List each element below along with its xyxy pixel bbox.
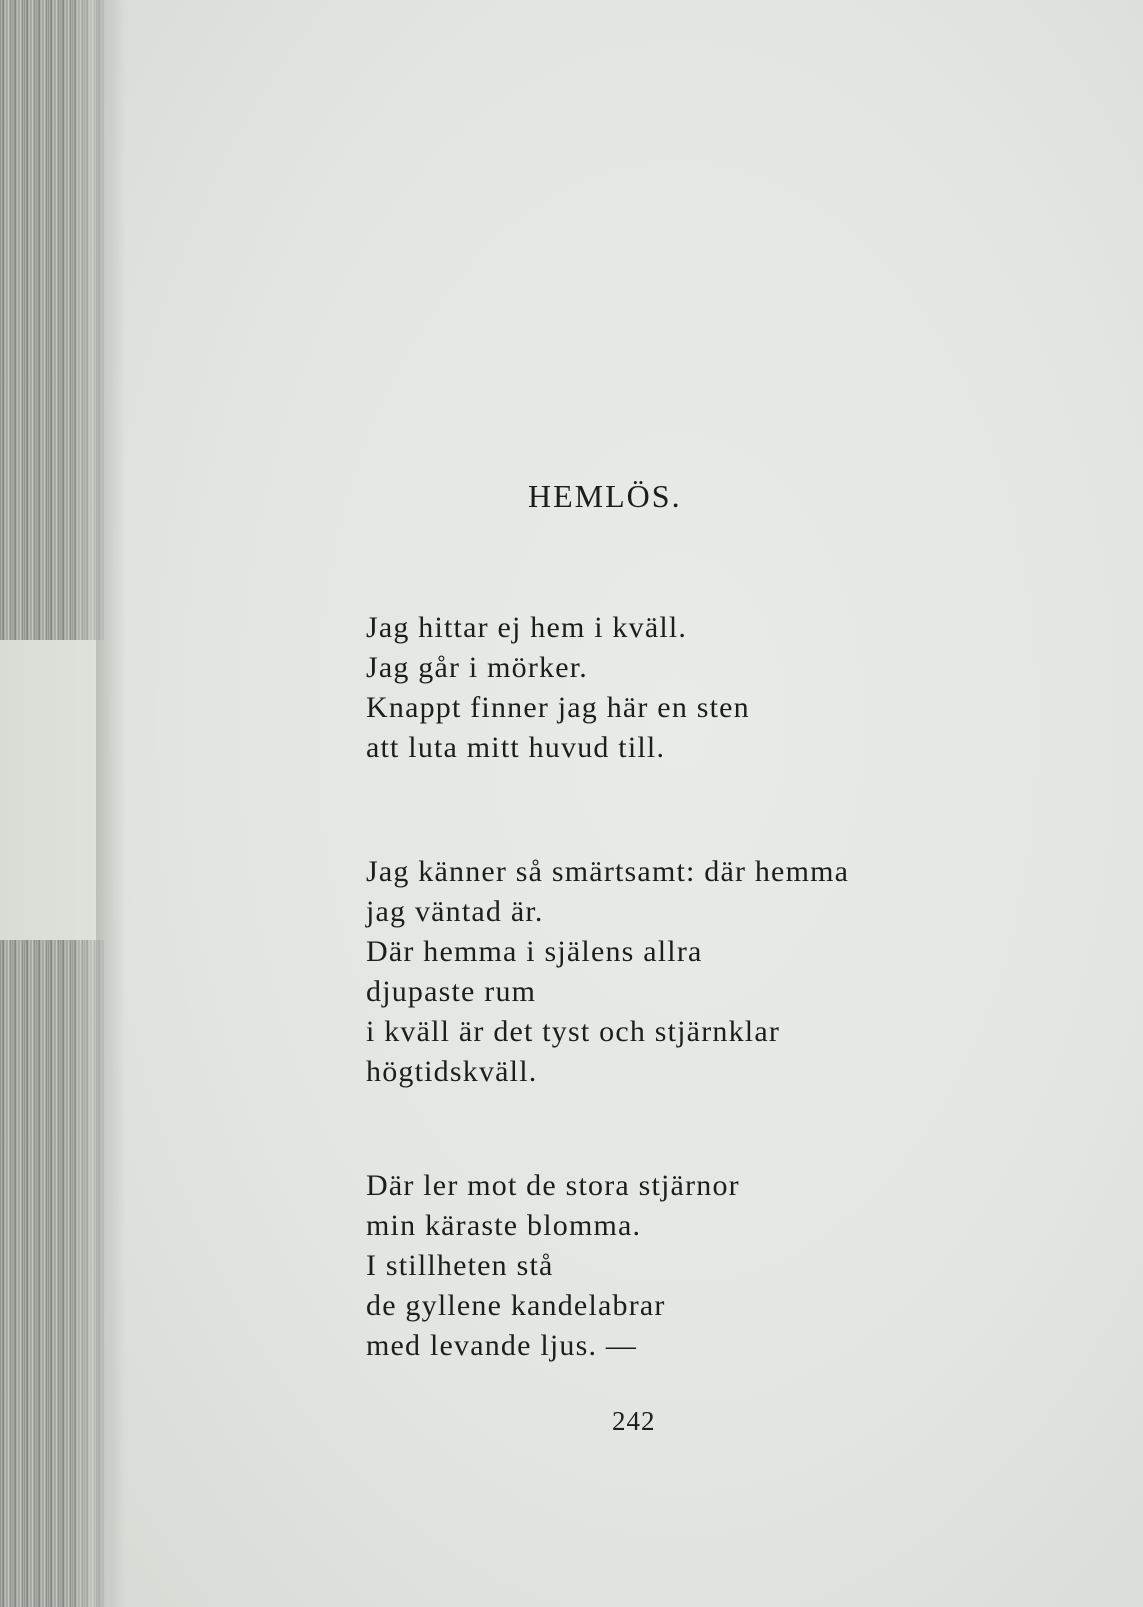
- poem-line: min käraste blomma.: [366, 1209, 642, 1242]
- poem-line: Där hemma i själens allra: [366, 935, 703, 968]
- poem-line: högtidskväll.: [366, 1055, 538, 1088]
- stanza: [366, 1166, 740, 1366]
- poem-line: att luta mitt huvud till.: [366, 731, 666, 764]
- poem-line: Jag hittar ej hem i kväll.: [366, 611, 688, 644]
- poem-line: Jag går i mörker.: [366, 651, 589, 684]
- stanza: [366, 852, 849, 1092]
- gutter-shadow: [96, 0, 126, 1607]
- poem-line: med levande ljus. —: [366, 1329, 638, 1362]
- page-number: 242: [612, 1406, 656, 1436]
- poem-title: HEMLÖS.: [528, 478, 682, 514]
- stanza: [366, 608, 750, 768]
- poem-line: jag väntad är.: [366, 895, 544, 928]
- poem-line: I stillheten stå: [366, 1249, 554, 1282]
- poem-line: de gyllene kandelabrar: [366, 1289, 666, 1322]
- poem-line: i kväll är det tyst och stjärnklar: [366, 1015, 781, 1048]
- poem-line: Knappt finner jag här en sten: [366, 691, 750, 724]
- poem-line: Där ler mot de stora stjärnor: [366, 1169, 740, 1202]
- poem-line: Jag känner så smärtsamt: där hemma: [366, 855, 850, 888]
- poem-line: djupaste rum: [366, 975, 537, 1008]
